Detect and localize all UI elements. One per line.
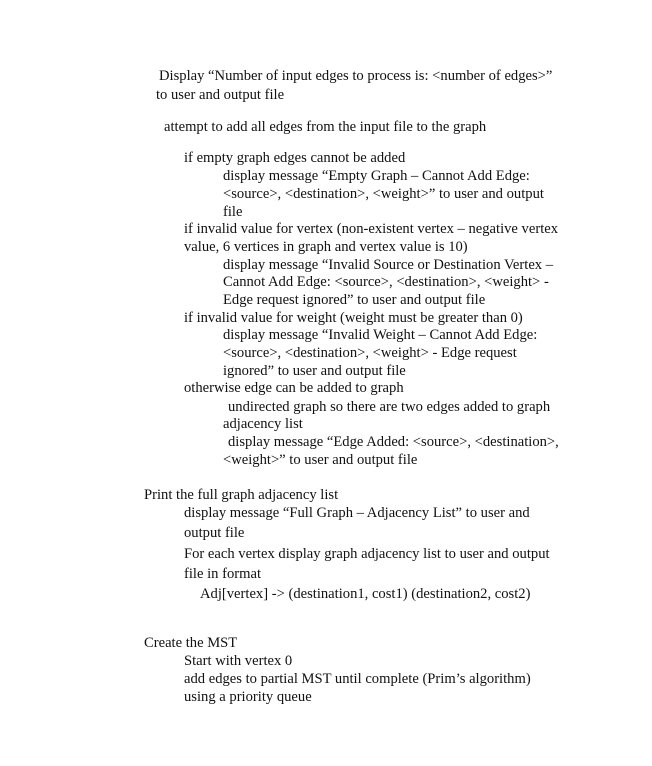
mst-heading: Create the MST	[144, 635, 238, 651]
otherwise-condition: otherwise edge can be added to graph	[184, 380, 404, 396]
empty-graph-message-line-3: file	[223, 204, 243, 220]
invalid-weight-message-line-3: ignored” to user and output file	[223, 363, 406, 379]
print-adjacency-line-4: file in format	[184, 566, 261, 582]
invalid-vertex-condition-line-2: value, 6 vertices in graph and vertex value is 10)	[184, 239, 468, 255]
adjacency-format: Adj[vertex] -> (destination1, cost1) (destination2, cost2)	[200, 586, 531, 602]
print-adjacency-line-3: For each vertex display graph adjacency list to user and output	[184, 546, 550, 562]
mst-line-3: using a priority queue	[184, 689, 312, 705]
print-adjacency-line-1: display message “Full Graph – Adjacency List” to user and	[184, 505, 530, 521]
invalid-weight-condition: if invalid value for weight (weight must be greater than 0)	[184, 310, 523, 326]
empty-graph-message-line-2: <source>, <destination>, <weight>” to user and output	[223, 186, 544, 202]
print-adjacency-heading: Print the full graph adjacency list	[144, 487, 339, 503]
otherwise-line-1: undirected graph so there are two edges added to graph	[228, 399, 551, 415]
otherwise-line-4: <weight>” to user and output file	[223, 452, 418, 468]
otherwise-line-2: adjacency list	[223, 416, 303, 432]
invalid-vertex-message-line-2: Cannot Add Edge: <source>, <destination>, <weight> -	[223, 274, 549, 290]
attempt-add-edges-line: attempt to add all edges from the input file to the graph	[164, 119, 487, 135]
invalid-weight-message-line-1: display message “Invalid Weight – Cannot Add Edge:	[223, 327, 538, 343]
invalid-weight-message-line-2: <source>, <destination>, <weight> - Edge request	[223, 345, 517, 361]
mst-line-1: Start with vertex 0	[184, 653, 293, 669]
display-count-line-2: to user and output file	[156, 87, 285, 103]
invalid-vertex-message-line-1: display message “Invalid Source or Destination Vertex –	[223, 257, 554, 273]
otherwise-line-3: display message “Edge Added: <source>, <destination>,	[228, 434, 559, 450]
invalid-vertex-message-line-3: Edge request ignored” to user and output file	[223, 292, 486, 308]
print-adjacency-line-2: output file	[184, 525, 245, 541]
empty-graph-condition: if empty graph edges cannot be added	[184, 150, 406, 166]
display-count-line-1: Display “Number of input edges to process is: <number of edges>”	[159, 68, 553, 84]
mst-line-2: add edges to partial MST until complete (Prim’s algorithm)	[184, 671, 531, 687]
invalid-vertex-condition-line-1: if invalid value for vertex (non-existent vertex – negative vertex	[184, 221, 559, 237]
empty-graph-message-line-1: display message “Empty Graph – Cannot Add Edge:	[223, 168, 530, 184]
